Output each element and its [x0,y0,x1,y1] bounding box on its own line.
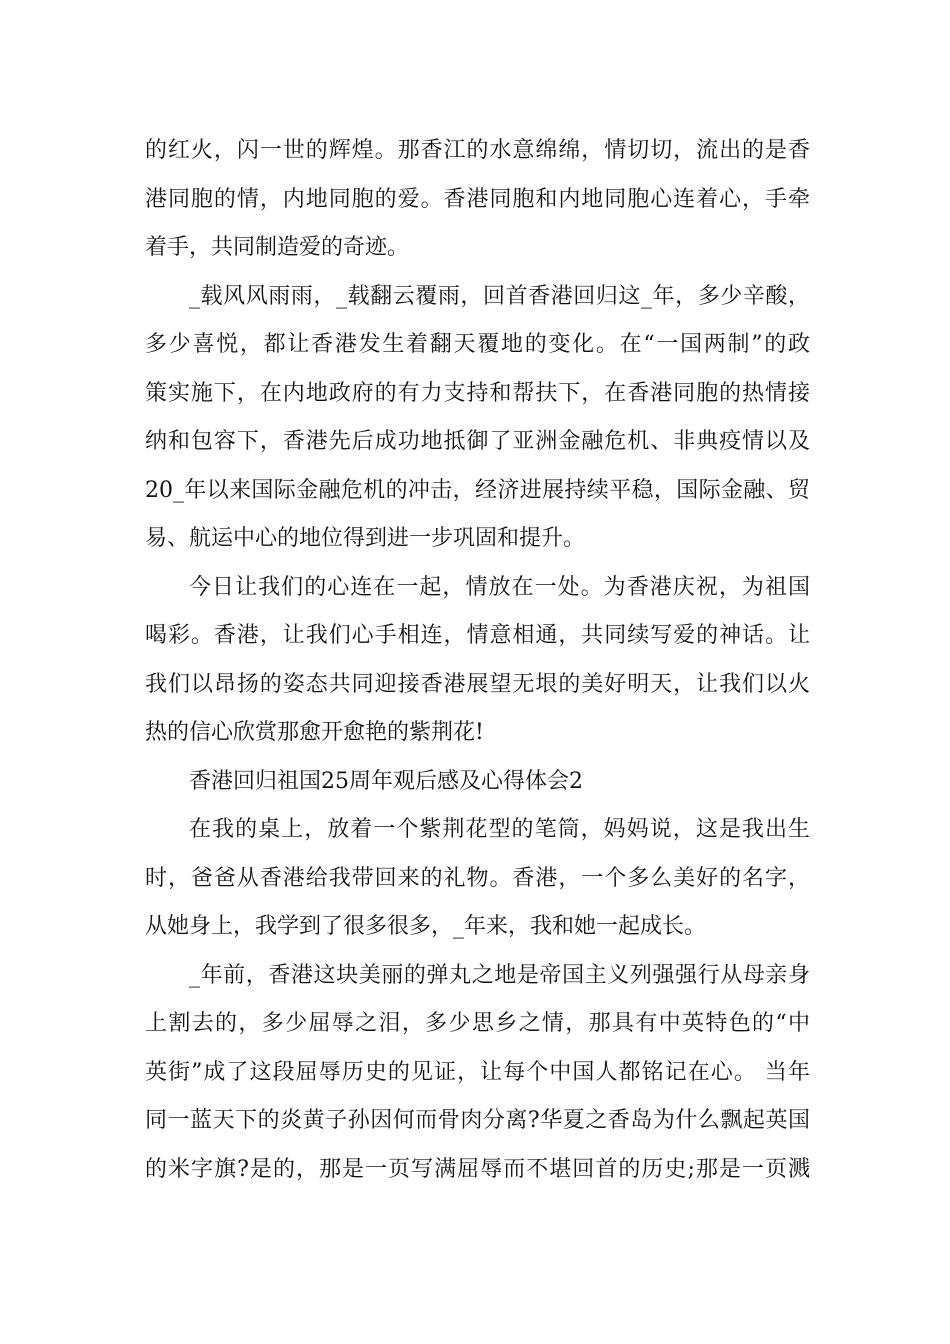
paragraph-first-line: 在我的桌上，放着一个紫荆花型的笔筒，妈妈说，这是我出生 [189,817,810,842]
text-line: 纳和包容下，香港先后成功地抵御了亚洲金融危机、非典疫情以及 [145,429,810,454]
section-heading: 香港回归祖国25周年观后感及心得体会2 [189,768,583,794]
text-line: 策实施下，在内地政府的有力支持和帮扶下，在香港同胞的热情接 [145,380,810,406]
text-line: 我们以昂扬的姿态共同迎接香港展望无垠的美好明天，让我们以火 [145,671,810,697]
document-body [145,127,810,1194]
text-line: 易、航运中心的地位得到进一步巩固和提升。 [145,526,586,551]
text-line: 着手，共同制造爱的奇迹。 [145,235,410,260]
text-line: 从她身上，我学到了很多很多，_年来，我和她一起成长。 [145,914,707,939]
text-line: 时，爸爸从香港给我带回来的礼物。香港，一个多么美好的名字， [145,865,810,891]
text-line: 多少喜悦，都让香港发生着翻天覆地的变化。在“一国两制”的政 [145,332,810,357]
text-line: 同一蓝天下的炎黄子孙因何而骨肉分离?华夏之香岛为什么飘起英国 [145,1108,810,1133]
paragraph-first-line: _年前，香港这块美丽的弹丸之地是帝国主义列强强行从母亲身 [189,962,810,988]
text-line: 的米字旗?是的，那是一页写满屈辱而不堪回首的历史;那是一页溅 [145,1156,810,1182]
text-line: 20_年以来国际金融危机的冲击，经济进展持续平稳，国际金融、贸 [145,477,810,503]
text-line: 英街”成了这段屈辱历史的见证，让每个中国人都铭记在心。 当年 [145,1059,810,1085]
text-line: 热的信心欣赏那愈开愈艳的紫荆花! [145,720,484,745]
paragraph-first-line: _载风风雨雨，_载翻云覆雨，回首香港回归这_年，多少辛酸， [189,283,810,309]
text-line: 喝彩。香港，让我们心手相连，情意相通，共同续写爱的神话。让 [145,623,810,648]
paragraph-first-line: 今日让我们的心连在一起，情放在一处。为香港庆祝，为祖国 [189,574,810,600]
text-line: 的红火，闪一世的辉煌。那香江的水意绵绵，情切切，流出的是香 [145,138,810,163]
text-line: 港同胞的情，内地同胞的爱。香港同胞和内地同胞心连着心，手牵 [145,186,810,212]
text-line: 上割去的，多少屈辱之泪，多少思乡之情，那具有中英特色的“中 [145,1011,810,1036]
